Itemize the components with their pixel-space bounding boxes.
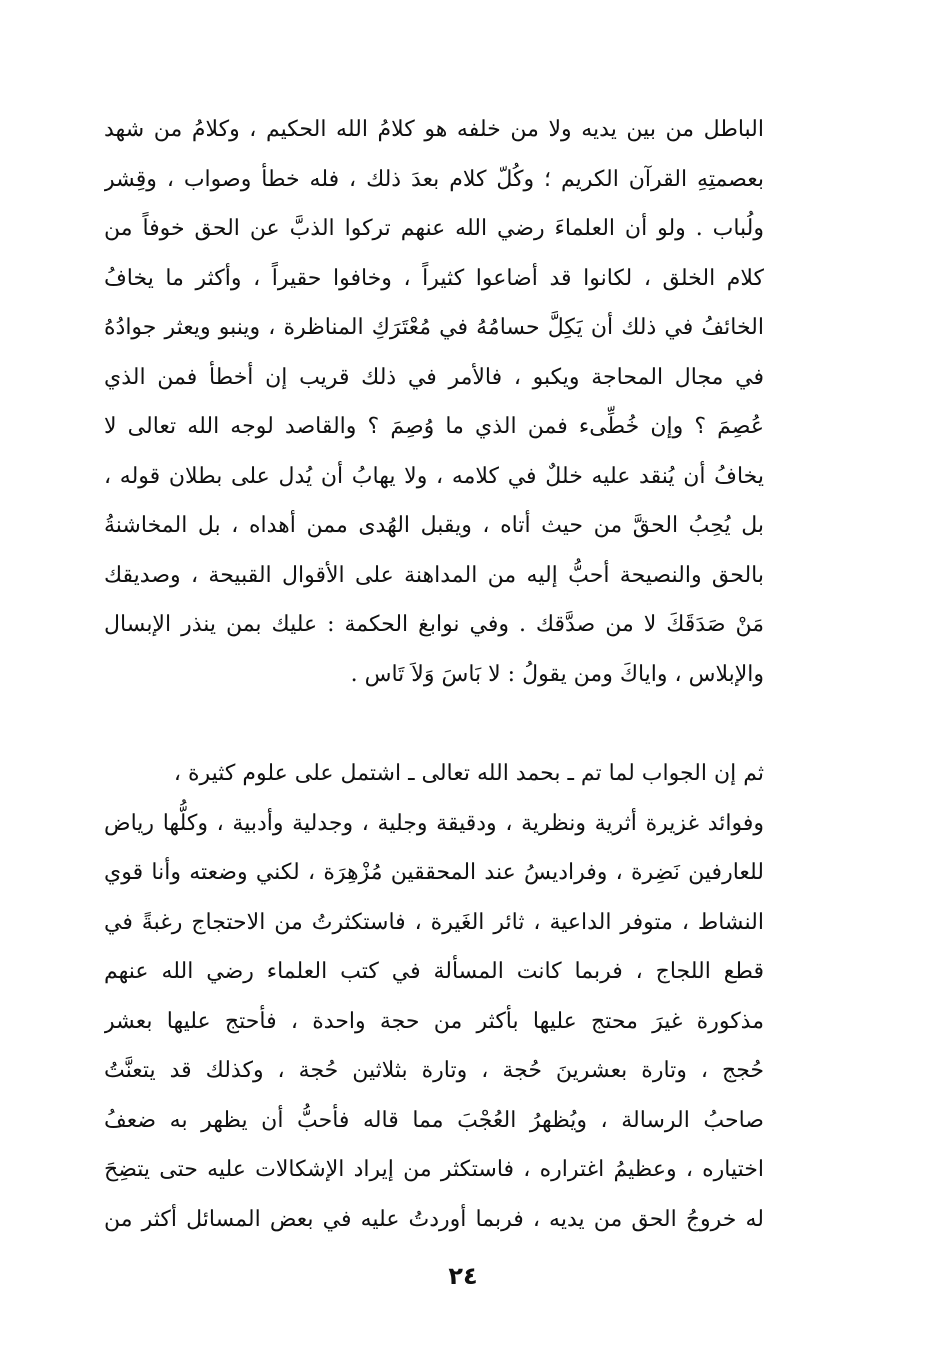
paragraph-line: للعارفين نَضِرة ، وفراديسُ عند المحققين مُزْهِرَة ، لكني وضعته وأنا قوي: [104, 860, 764, 885]
paragraph-line: بالحق والنصيحة أحبُّ إليه من المداهنة على الأقوال القبيحة ، وصديقك: [104, 562, 764, 588]
paragraph-line: ولُباب . ولو أن العلماءَ رضي الله عنهم تركوا الذبَّ عن الحق خوفاً من: [104, 216, 764, 241]
paragraph-line: حُجج ، وتارة بعشرينَ حُجة ، وتارة بثلاثين حُجة ، وكذلك قد يتعنَّتُ: [104, 1058, 764, 1083]
paragraph-line: والإبلاس ، واياكَ ومن يقولُ : لا بَاسَ وَلاَ تَاس .: [350, 661, 764, 687]
paragraph-line: الباطل من بين يديه ولا من خلفه هو كلامُ الله الحكيم ، وكلامُ من شهد: [104, 117, 764, 142]
paragraph-line: اختياره ، وعظيمُ اغتراره ، فاستكثر من إيراد الإشكالات عليه حتى يتضِحَ: [104, 1157, 764, 1182]
paragraph-2: [104, 749, 764, 1244]
page-number: ٢٤: [448, 1262, 478, 1290]
paragraph-line: عُصِمَ ؟ وإن خُطِّىء فمن الذي ما وُصِمَ ؟ والقاصد لوجه الله تعالى لا: [104, 414, 764, 439]
paragraph-line: له خروجُ الحق من يديه ، فربما أوردتُ عليه في بعض المسائل أكثر من: [104, 1206, 764, 1232]
paragraph-1: [104, 105, 764, 699]
paragraph-line: الخائفُ في ذلك أن يَكِلَّ حسامُهُ في مُعْتَرَكِ المناظرة ، وينبو ويعثر جوادُهُ: [104, 315, 764, 340]
paragraph-line: في مجال المحاجة ويكبو ، فالأمر في ذلك قريب إن أخطأ فمن الذي: [104, 364, 764, 390]
paragraph-line: مذكورة غيرَ محتج عليها بأكثر من حجة واحدة ، فأحتج عليها بعشر: [104, 1008, 764, 1034]
paragraph-line: ثم إن الجواب لما تم ـ بحمد الله تعالى ـ اشتمل على علوم كثيرة ،: [173, 761, 764, 786]
paragraph-line: صاحبُ الرسالة ، ويُظهرُ العُجْبَ مما قاله فأحبُّ أن يظهر به ضعفُ: [104, 1107, 764, 1133]
paragraph-line: مَنْ صَدَقَكَ لا من صدَّقك . وفي نوابغ الحكمة : عليك بمن ينذر الإبسال: [104, 612, 764, 637]
paragraph-line: بعصمتِهِ القرآن الكريم ؛ وكُلّ كلام بعدَ ذلك ، فله خطأ وصواب ، وقِشر: [104, 166, 764, 192]
paragraph-line: وفوائد غزيرة أثرية ونظرية ، ودقيقة وجلية ، وجدلية وأدبية ، وكلُّها رياض: [104, 810, 764, 836]
paragraph-line: كلام الخلق ، لكانوا قد أضاعوا كثيراً ، وخافوا حقيراً ، وأكثر ما يخافُ: [104, 265, 764, 291]
paragraph-line: بل يُحِبُ الحقَّ من حيث أتاه ، ويقبل الهُدى ممن أهداه ، بل المخاشنةُ: [104, 513, 764, 538]
paragraph-line: يخافُ أن يُنقد عليه خللٌ في كلامه ، ولا يهابُ أن يُدل على بطلان قوله ،: [104, 463, 764, 489]
paragraph-line: قطع اللجاج ، فربما كانت المسألة في كتب العلماء رضي الله عنهم: [104, 959, 764, 984]
paragraph-line: النشاط ، متوفر الداعية ، ثائر الغَيرة ، فاستكثرتُ من الاحتجاج رغبةً في: [104, 909, 764, 935]
